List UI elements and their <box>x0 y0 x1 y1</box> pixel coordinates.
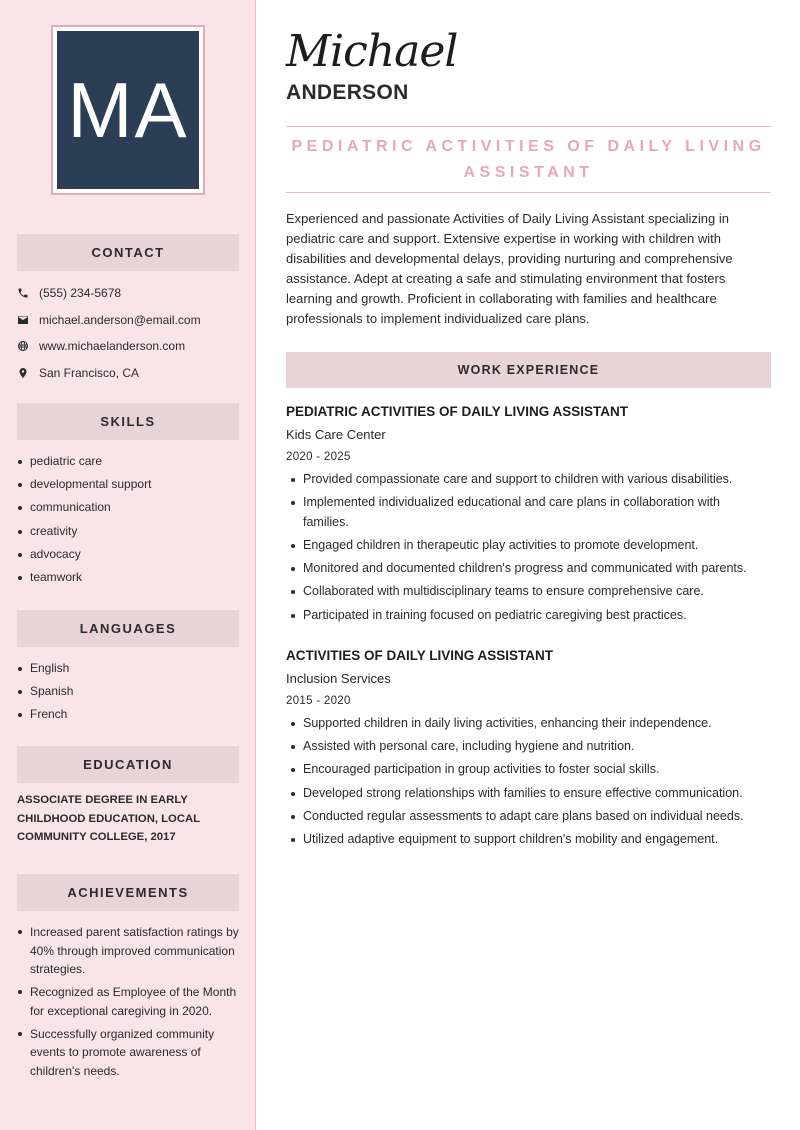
list-item: Spanish <box>17 680 242 703</box>
contact-location <box>17 360 242 387</box>
achievements-list <box>17 923 242 1085</box>
contact-heading: CONTACT <box>17 234 239 271</box>
job-company: Kids Care Center <box>286 427 386 442</box>
list-item: Conducted regular assessments to adapt care plans based on individual needs. <box>286 807 771 827</box>
monogram: MA <box>57 31 199 189</box>
job-dates: 2015 - 2020 <box>286 695 351 707</box>
list-item: Successfully organized community events to promote awareness of children's needs. <box>17 1025 242 1081</box>
achievements-heading: ACHIEVEMENTS <box>17 874 239 911</box>
list-item: creativity <box>17 520 242 543</box>
languages-list <box>17 657 242 727</box>
globe-icon <box>17 340 39 352</box>
list-item: teamwork <box>17 566 242 589</box>
contact-email <box>17 307 242 334</box>
languages-heading: LANGUAGES <box>17 610 239 647</box>
education-heading: EDUCATION <box>17 746 239 783</box>
page-title: PEDIATRIC ACTIVITIES OF DAILY LIVING ASSISTANT <box>291 138 766 181</box>
last-name: ANDERSON <box>286 81 409 104</box>
list-item: Monitored and documented children's progress and communicated with parents. <box>286 559 771 579</box>
contact-website <box>17 333 242 360</box>
list-item: Participated in training focused on pediatric caregiving best practices. <box>286 606 771 626</box>
job-title: PEDIATRIC ACTIVITIES OF DAILY LIVING ASSISTANT <box>286 404 629 419</box>
job-dates: 2020 - 2025 <box>286 451 351 463</box>
job-bullets <box>286 470 771 625</box>
skills-heading: SKILLS <box>17 403 239 440</box>
first-name: Michael <box>286 26 458 77</box>
contact-email-text: michael.anderson@email.com <box>39 312 201 327</box>
summary: Experienced and passionate Activities of Daily Living Assistant specializing in pediatric care and support. Extensive expertise in working with children with disabilities and developmental delays, providing nurturing and comprehensive assistance. Adept at creating a safe and stimulating environment that fosters learning and growth. Proficient in collaborating with families and healthcare professionals to implement individualized care plans. <box>286 211 733 327</box>
sidebar <box>0 0 256 1130</box>
list-item: Engaged children in therapeutic play activities to promote development. <box>286 536 771 556</box>
list-item: Assisted with personal care, including hygiene and nutrition. <box>286 737 771 757</box>
contact-location-text: San Francisco, CA <box>39 366 140 381</box>
divider <box>286 126 771 127</box>
divider <box>286 192 771 193</box>
list-item: advocacy <box>17 543 242 566</box>
phone-icon <box>17 287 39 299</box>
job-title: ACTIVITIES OF DAILY LIVING ASSISTANT <box>286 648 554 663</box>
job-company: Inclusion Services <box>286 671 391 686</box>
list-item: Recognized as Employee of the Month for exceptional caregiving in 2020. <box>17 983 242 1020</box>
monogram-frame <box>51 25 205 195</box>
list-item: Provided compassionate care and support to children with various disabilities. <box>286 470 771 490</box>
list-item: Collaborated with multidisciplinary teams to ensure comprehensive care. <box>286 582 771 602</box>
list-item: Implemented individualized educational and care plans in collaboration with families. <box>286 493 771 532</box>
job-entry <box>286 644 771 853</box>
location-icon <box>17 367 39 379</box>
skills-list <box>17 450 242 589</box>
list-item: Utilized adaptive equipment to support children's mobility and engagement. <box>286 830 771 850</box>
list-item: Increased parent satisfaction ratings by 40% through improved communication strategies. <box>17 923 242 979</box>
list-item: Encouraged participation in group activities to foster social skills. <box>286 760 771 780</box>
list-item: pediatric care <box>17 450 242 473</box>
job-bullets <box>286 714 771 850</box>
list-item: Supported children in daily living activities, enhancing their independence. <box>286 714 771 734</box>
email-icon <box>17 314 39 326</box>
job-entry <box>286 400 771 629</box>
list-item: communication <box>17 496 242 519</box>
list-item: English <box>17 657 242 680</box>
list-item: developmental support <box>17 473 242 496</box>
list-item: Developed strong relationships with families to ensure effective communication. <box>286 784 771 804</box>
education-entry: ASSOCIATE DEGREE IN EARLY CHILDHOOD EDUCATION, LOCAL COMMUNITY COLLEGE, 2017 <box>17 794 200 844</box>
contact-list <box>17 280 242 386</box>
contact-website-text: www.michaelanderson.com <box>39 339 186 354</box>
work-experience-heading: WORK EXPERIENCE <box>286 352 771 388</box>
contact-phone <box>17 280 242 307</box>
list-item: French <box>17 703 242 726</box>
contact-phone-text: (555) 234-5678 <box>39 286 122 301</box>
